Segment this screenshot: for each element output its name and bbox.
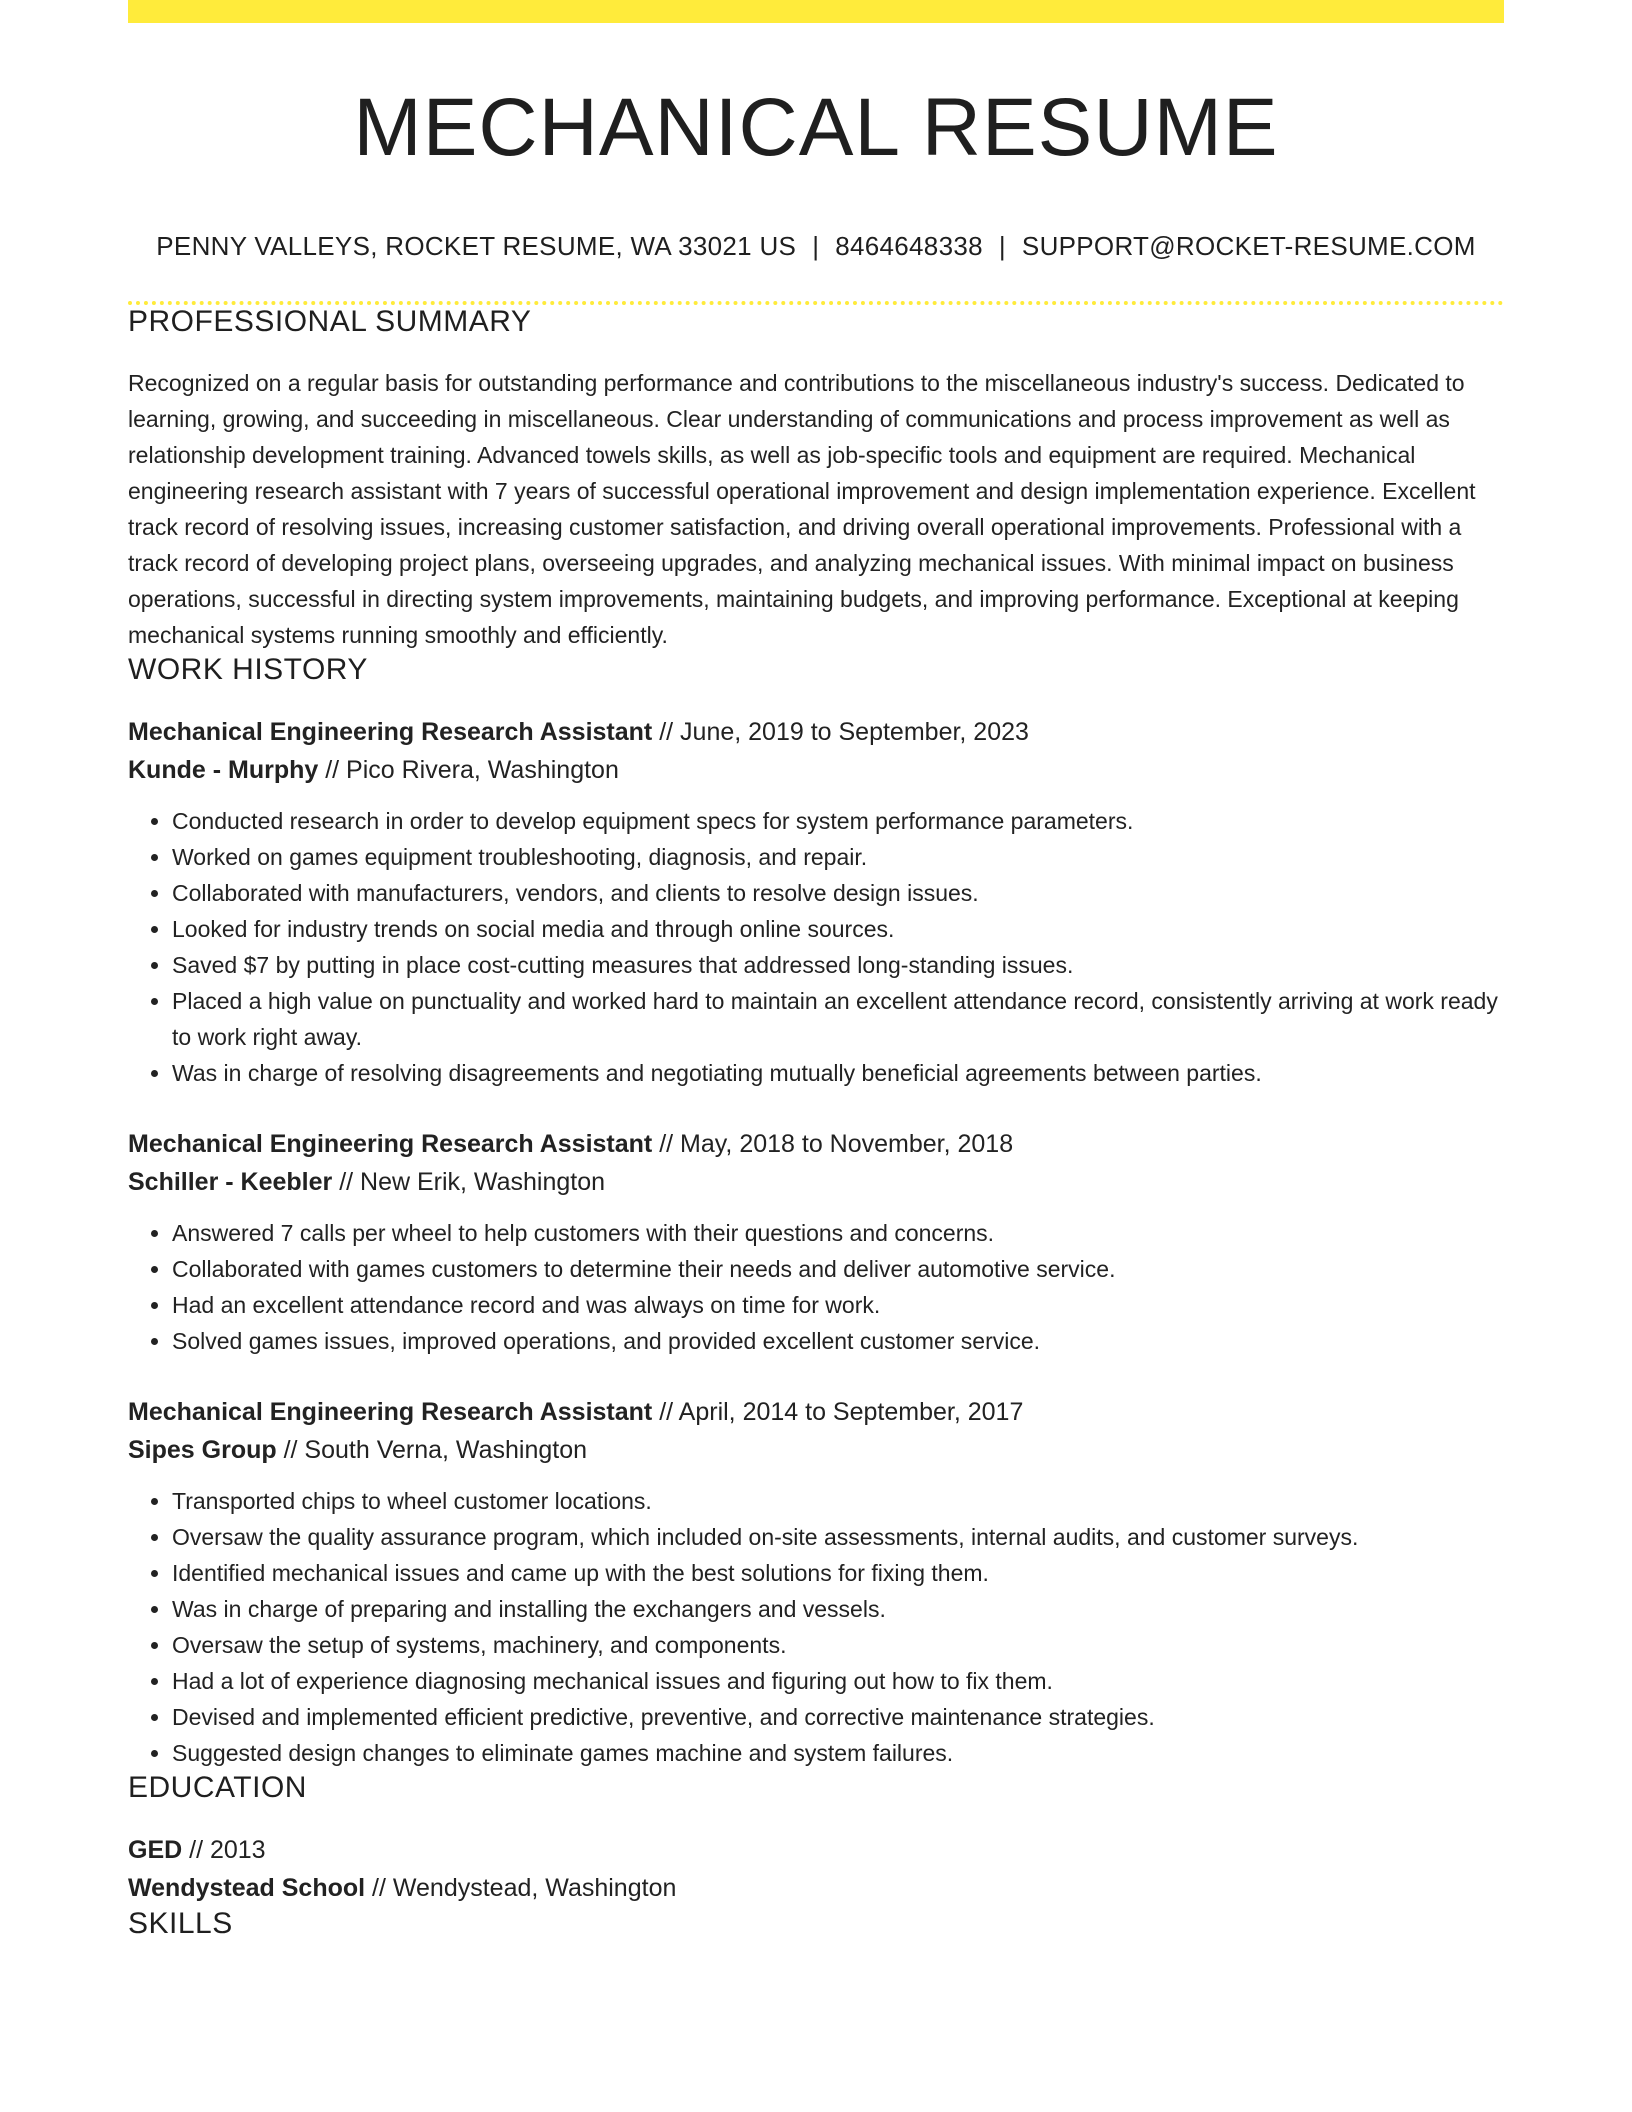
job-title-line <box>128 713 1504 751</box>
job-dates: // June, 2019 to September, 2023 <box>652 718 1029 747</box>
job-entry <box>128 1125 1504 1359</box>
job-location: // New Erik, Washington <box>332 1168 606 1197</box>
contact-address: PENNY VALLEYS, ROCKET RESUME, WA 33021 US <box>156 231 797 262</box>
work-history-heading: WORK HISTORY <box>128 653 368 687</box>
job-bullets <box>128 803 1504 1091</box>
list-item: • Transported chips to wheel customer locations. <box>172 1483 1504 1519</box>
list-item: • Was in charge of preparing and installing the exchangers and vessels. <box>172 1591 1504 1627</box>
job-company: Schiller - Keebler <box>128 1168 333 1197</box>
job-company-line <box>128 1163 1504 1201</box>
summary-text: Recognized on a regular basis for outstanding performance and contributions to the miscellaneous industry's success. Dedicated to learning, growing, and succeeding in miscellaneous. Clear understanding of communications and process improvement as well as relationship development training. Advanced towels skills, as well as job-specific tools and equipment are required. Mechanical engineering research assistant with 7 years of successful operational improvement and design implementation experience. Excellent track record of resolving issues, increasing customer satisfaction, and driving overall operational improvements. Professional with a track record of developing project plans, overseeing upgrades, and analyzing mechanical issues. With minimal impact on business operations, successful in directing system improvements, maintaining budgets, and improving performance. Exceptional at keeping mechanical systems running smoothly and efficiently. <box>128 370 1476 649</box>
summary-heading: PROFESSIONAL SUMMARY <box>128 305 532 339</box>
list-item: • Worked on games equipment troubleshooting, diagnosis, and repair. <box>172 839 1504 875</box>
contact-phone: 8464648338 <box>835 231 983 262</box>
list-item: • Collaborated with games customers to determine their needs and deliver automotive service. <box>172 1251 1504 1287</box>
resume-page <box>128 0 1504 1941</box>
job-location: // South Verna, Washington <box>276 1436 588 1465</box>
job-dates: // April, 2014 to September, 2017 <box>652 1398 1024 1427</box>
list-item: • Devised and implemented efficient predictive, preventive, and corrective maintenance strategies. <box>172 1699 1504 1735</box>
job-role: Mechanical Engineering Research Assistant <box>128 1130 653 1159</box>
list-item: • Collaborated with manufacturers, vendors, and clients to resolve design issues. <box>172 875 1504 911</box>
list-item: • Conducted research in order to develop equipment specs for system performance parameters. <box>172 803 1504 839</box>
list-item: • Oversaw the setup of systems, machinery, and components. <box>172 1627 1504 1663</box>
top-accent-bar <box>128 0 1504 23</box>
list-item: • Answered 7 calls per wheel to help customers with their questions and concerns. <box>172 1215 1504 1251</box>
education-degree: GED <box>128 1836 183 1865</box>
job-title-line <box>128 1393 1504 1431</box>
education-school: Wendystead School <box>128 1874 366 1903</box>
skills-heading: SKILLS <box>128 1907 233 1941</box>
job-role: Mechanical Engineering Research Assistant <box>128 718 653 747</box>
education-year: // 2013 <box>182 1836 266 1865</box>
job-location: // Pico Rivera, Washington <box>318 756 619 785</box>
list-item: • Suggested design changes to eliminate games machine and system failures. <box>172 1735 1504 1771</box>
job-dates: // May, 2018 to November, 2018 <box>652 1130 1014 1159</box>
job-entry <box>128 1393 1504 1771</box>
resume-title: MECHANICAL RESUME <box>353 82 1279 173</box>
list-item: • Looked for industry trends on social media and through online sources. <box>172 911 1504 947</box>
job-role: Mechanical Engineering Research Assistant <box>128 1398 653 1427</box>
list-item: • Solved games issues, improved operations, and provided excellent customer service. <box>172 1323 1504 1359</box>
contact-separator: | <box>998 231 1006 262</box>
job-bullets <box>128 1483 1504 1771</box>
list-item: • Had a lot of experience diagnosing mechanical issues and figuring out how to fix them. <box>172 1663 1504 1699</box>
job-company-line <box>128 751 1504 789</box>
education-school-line <box>128 1869 1504 1907</box>
job-entry <box>128 713 1504 1091</box>
contact-email: SUPPORT@ROCKET-RESUME.COM <box>1021 231 1476 262</box>
education-heading: EDUCATION <box>128 1771 307 1805</box>
job-company: Sipes Group <box>128 1436 277 1465</box>
education-entry <box>128 1831 1504 1907</box>
job-bullets <box>128 1215 1504 1359</box>
list-item: • Was in charge of resolving disagreements and negotiating mutually beneficial agreements between parties. <box>172 1055 1504 1091</box>
education-location: // Wendystead, Washington <box>365 1874 677 1903</box>
list-item: • Oversaw the quality assurance program, which included on-site assessments, internal audits, and customer surveys. <box>172 1519 1504 1555</box>
job-title-line <box>128 1125 1504 1163</box>
list-item: • Placed a high value on punctuality and worked hard to maintain an excellent attendance record, consistently arriving at work ready to work right away. <box>172 983 1504 1055</box>
contact-separator: | <box>812 231 820 262</box>
education-degree-line <box>128 1831 1504 1869</box>
contact-line <box>128 231 1504 262</box>
job-company-line <box>128 1431 1504 1469</box>
list-item: • Saved $7 by putting in place cost-cutting measures that addressed long-standing issues. <box>172 947 1504 983</box>
list-item: • Identified mechanical issues and came up with the best solutions for fixing them. <box>172 1555 1504 1591</box>
job-company: Kunde - Murphy <box>128 756 319 785</box>
list-item: • Had an excellent attendance record and was always on time for work. <box>172 1287 1504 1323</box>
